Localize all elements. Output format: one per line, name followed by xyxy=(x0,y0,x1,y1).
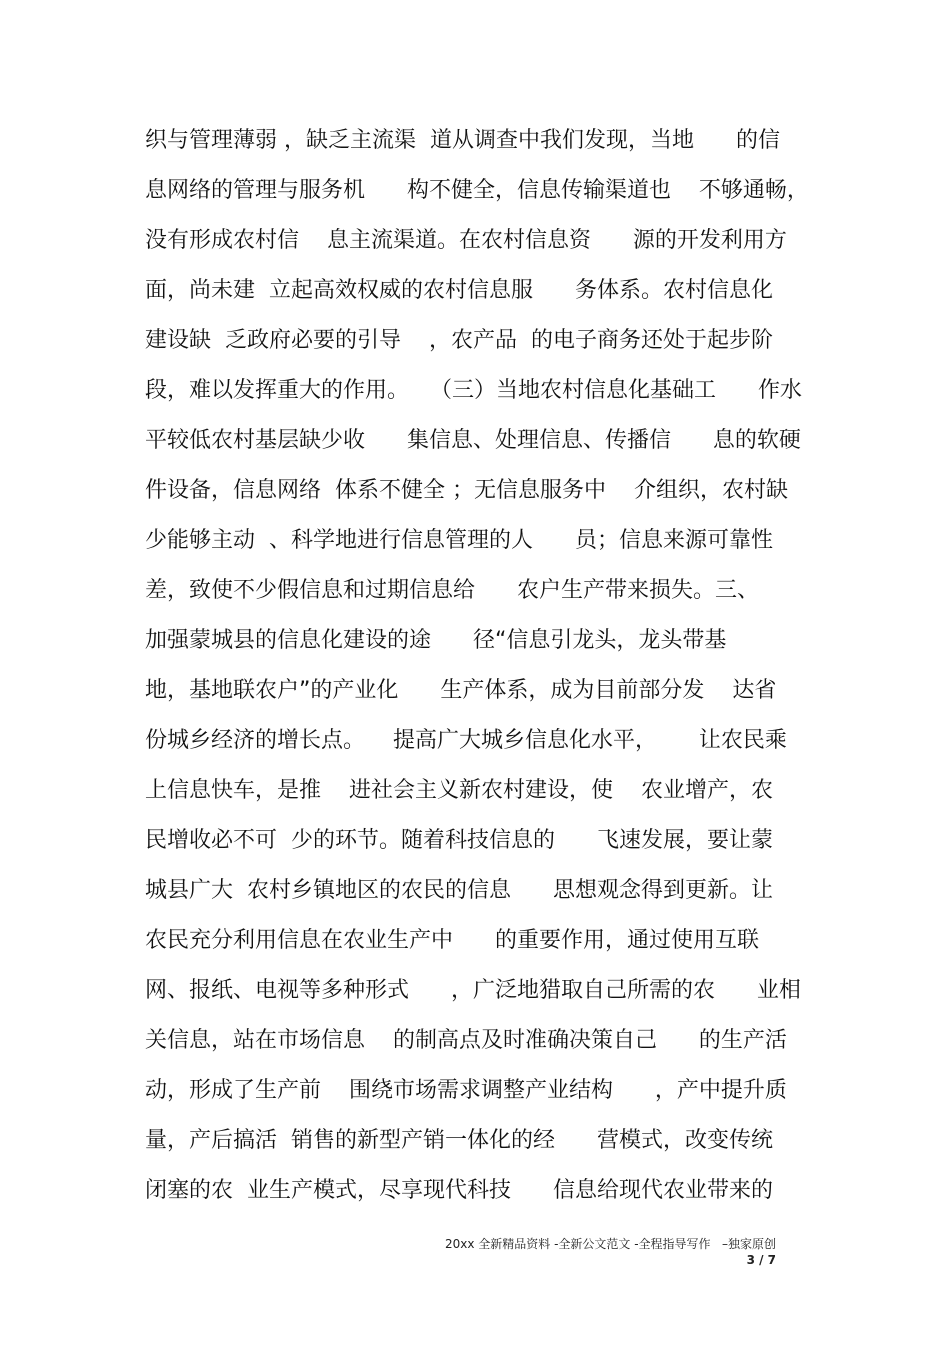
text-line: 织与管理薄弱 ，缺乏主流渠 道从调查中我们发现，当地 的信 xyxy=(145,128,780,153)
page-number: 3 / 7 xyxy=(746,1253,776,1267)
text-line: 差，致使不少假信息和过期信息给 农户生产带来损失。三、 xyxy=(145,578,759,603)
text-line: 闭塞的农 业生产模式，尽享现代科技 信息给现代农业带来的 xyxy=(145,1178,773,1203)
text-line: 量，产后搞活 销售的新型产销一体化的经 营模式，改变传统 xyxy=(145,1128,773,1153)
text-line: 关信息，站在市场信息 的制高点及时准确决策自己 的生产活 xyxy=(145,1028,787,1053)
text-line: 农民充分利用信息在农业生产中 的重要作用，通过使用互联 xyxy=(145,928,759,953)
text-line: 地，基地联农户”的产业化 生产体系，成为目前部分发 达省 xyxy=(145,678,777,703)
footer-note: 20xx 全新精品资料 -全新公文范文 -全程指导写作 –独家原创 xyxy=(444,1237,776,1251)
text-line: 段，难以发挥重大的作用。 （三）当地农村信息化基础工 作水 xyxy=(145,378,802,403)
text-line: 民增收必不可 少的环节。随着科技信息的 飞速发展，要让蒙 xyxy=(145,828,773,853)
text-line: 份城乡经济的增长点。 提高广大城乡信息化水平， 让农民乘 xyxy=(145,728,787,753)
text-line: 息网络的管理与服务机 构不健全，信息传输渠道也 不够通畅， xyxy=(145,178,809,203)
text-line: 加强蒙城县的信息化建设的途 径“信息引龙头，龙头带基 xyxy=(145,628,727,653)
text-line: 动，形成了生产前 围绕市场需求调整产业结构 ，产中提升质 xyxy=(145,1078,787,1103)
text-line: 城县广大 农村乡镇地区的农民的信息 思想观念得到更新。让 xyxy=(145,878,773,903)
text-line: 建设缺 乏政府必要的引导 ，农产品 的电子商务还处于起步阶 xyxy=(145,328,773,353)
text-line: 少能够主动 、科学地进行信息管理的人 员；信息来源可靠性 xyxy=(145,528,773,553)
text-line: 平较低农村基层缺少收 集信息、处理信息、传播信 息的软硬 xyxy=(145,428,801,453)
text-line: 上信息快车，是推 进社会主义新农村建设，使 农业增产，农 xyxy=(145,778,773,803)
text-line: 面，尚未建 立起高效权威的农村信息服 务体系。农村信息化 xyxy=(145,278,773,303)
page-footer xyxy=(0,1228,950,1278)
text-line: 件设备，信息网络 体系不健全 ；无信息服务中 介组织，农村缺 xyxy=(145,478,788,503)
text-line: 网、报纸、电视等多种形式 ，广泛地猎取自己所需的农 业相 xyxy=(145,978,801,1003)
text-line: 没有形成农村信 息主流渠道。在农村信息资 源的开发利用方 xyxy=(145,228,787,253)
